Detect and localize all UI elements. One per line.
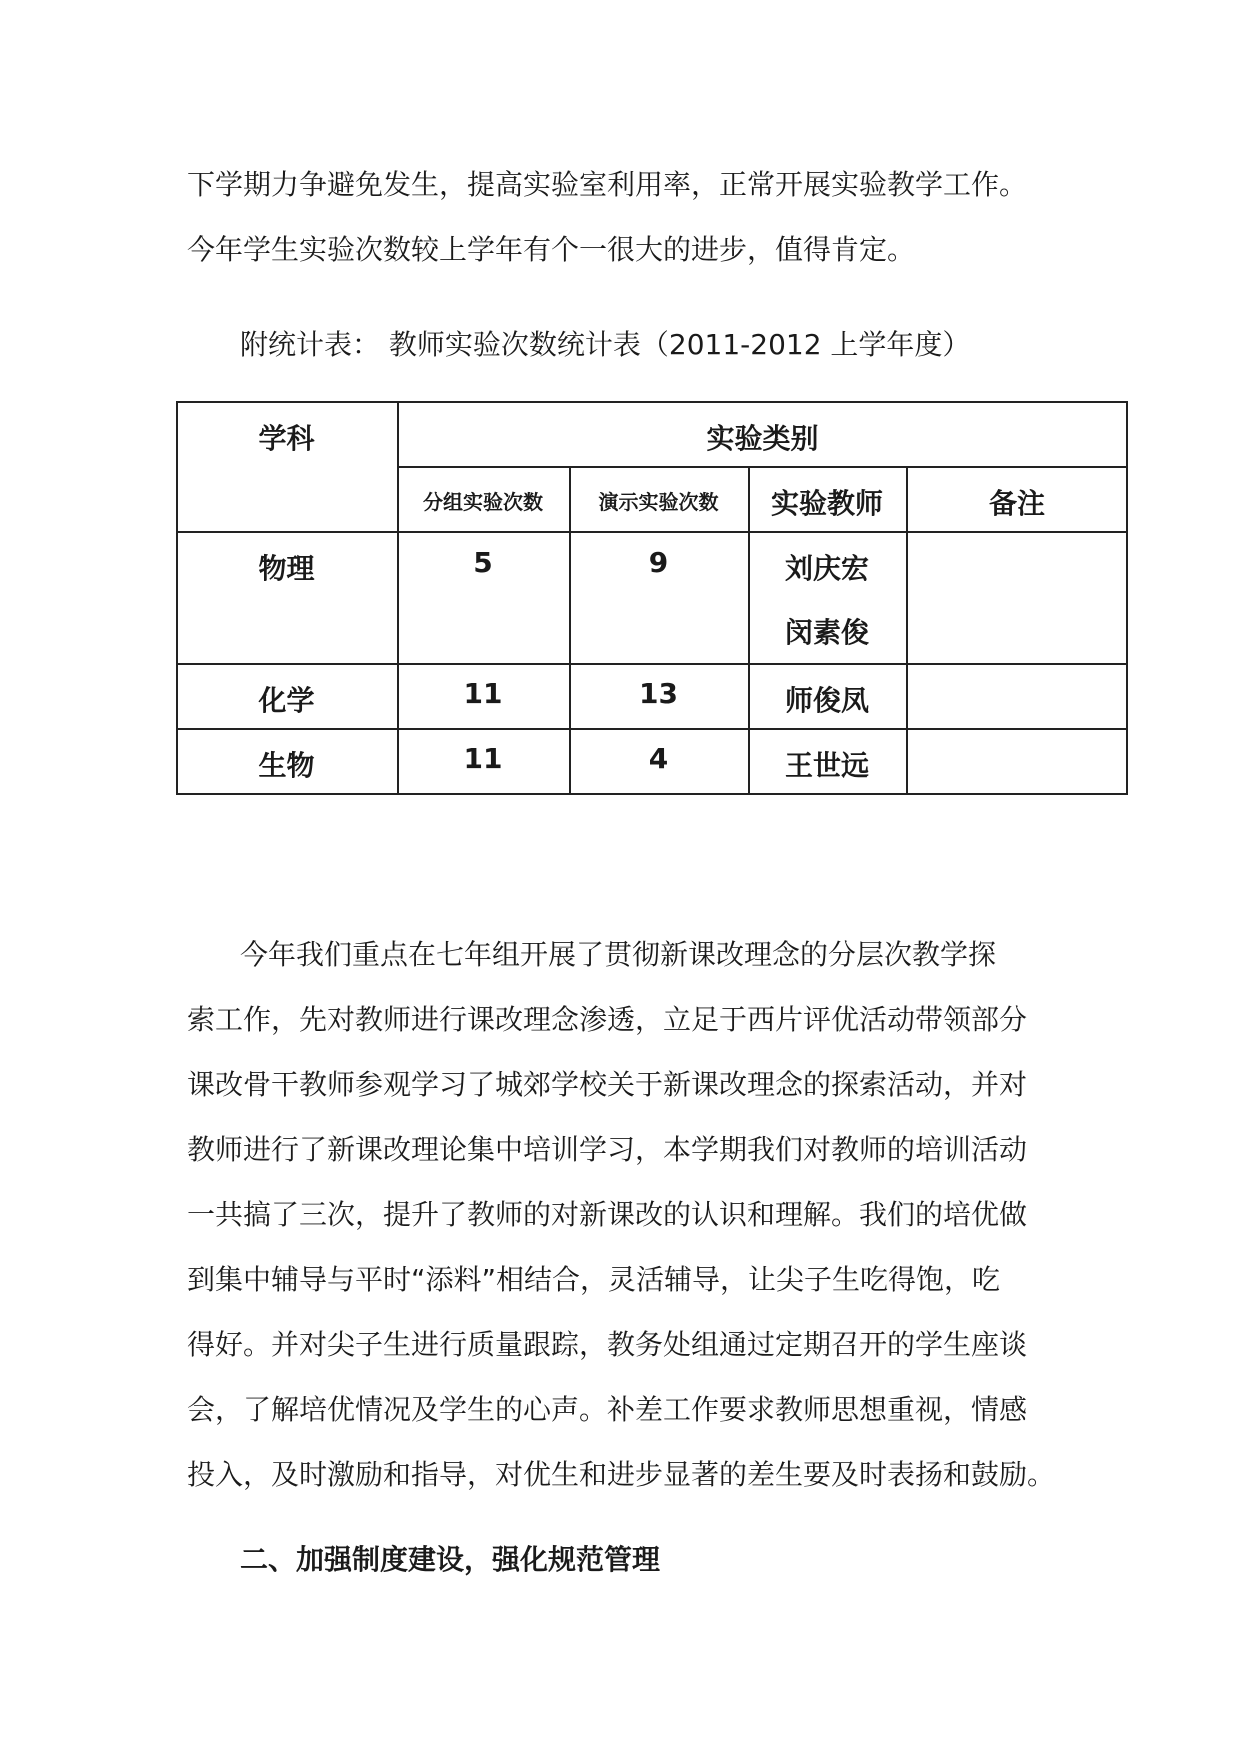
- table-row: [176, 531, 397, 663]
- subheader-note-cell: [906, 466, 1128, 531]
- row-teacher-cell: [748, 531, 906, 663]
- row-note-cell: [906, 728, 1128, 793]
- paragraph-line: 教师进行了新课改理论集中培训学习，本学期我们对教师的培训活动: [187, 1133, 1028, 1166]
- paragraph-line: 今年学生实验次数较上学年有个一很大的进步，值得肯定。: [187, 233, 916, 266]
- row-teacher: 王世远: [784, 749, 869, 782]
- row-subject: 生物: [258, 749, 315, 782]
- row-group-count: 11: [463, 677, 503, 710]
- header-subject: 学科: [258, 422, 315, 455]
- paragraph-line: 会，了解培优情况及学生的心声。补差工作要求教师思想重视，情感: [187, 1393, 1028, 1426]
- subheader-demo: 演示实验次数: [598, 490, 719, 514]
- table-border-bottom: [176, 793, 1128, 795]
- row-demo-count: 4: [648, 742, 669, 775]
- section-heading: 二、加强制度建设，强化规范管理: [240, 1543, 661, 1576]
- paragraph-line: 下学期力争避免发生，提高实验室利用率，正常开展实验教学工作。: [187, 168, 1028, 201]
- paragraph-line: 一共搞了三次，提升了教师的对新课改的认识和理解。我们的培优做: [187, 1198, 1028, 1231]
- row-demo-cell: [569, 728, 748, 793]
- row-teacher: 闵素俊: [784, 616, 869, 649]
- row-demo-count: 13: [639, 677, 678, 710]
- paragraph-line: 到集中辅导与平时“添料”相结合，灵活辅导，让尖子生吃得饱，吃: [187, 1263, 1001, 1296]
- header-subject-cell: [176, 401, 397, 531]
- header-category: 实验类别: [706, 422, 819, 455]
- header-category-cell: [397, 401, 1128, 466]
- subheader-teacher: 实验教师: [770, 487, 883, 520]
- table-caption: 附统计表： 教师实验次数统计表（2011-2012 上学年度）: [240, 328, 971, 361]
- row-teacher: 刘庆宏: [784, 552, 869, 585]
- subheader-group-cell: [397, 466, 569, 531]
- table-row: [176, 728, 397, 793]
- paragraph-line: 索工作，先对教师进行课改理念渗透，立足于西片评优活动带领部分: [187, 1003, 1028, 1036]
- subheader-demo-cell: [569, 466, 748, 531]
- paragraph-line: 投入，及时激励和指导，对优生和进步显著的差生要及时表扬和鼓励。: [187, 1458, 1056, 1491]
- row-teacher-cell: [748, 663, 906, 728]
- subheader-note: 备注: [988, 487, 1045, 520]
- row-group-count: 5: [473, 546, 493, 579]
- subheader-teacher-cell: [748, 466, 906, 531]
- row-note-cell: [906, 531, 1128, 663]
- subheader-group: 分组实验次数: [423, 490, 543, 514]
- table-row: [176, 663, 397, 728]
- row-group-cell: [397, 663, 569, 728]
- paragraph-line: 课改骨干教师参观学习了城郊学校关于新课改理念的探索活动，并对: [187, 1068, 1028, 1101]
- row-group-cell: [397, 531, 569, 663]
- row-group-cell: [397, 728, 569, 793]
- paragraph-line: 得好。并对尖子生进行质量跟踪，教务处组通过定期召开的学生座谈: [187, 1328, 1028, 1361]
- statistics-table: [176, 401, 1128, 795]
- row-demo-cell: [569, 663, 748, 728]
- paragraph-line: 今年我们重点在七年组开展了贯彻新课改理念的分层次教学探: [240, 938, 997, 971]
- row-subject: 物理: [258, 552, 315, 585]
- row-teacher: 师俊凤: [784, 684, 869, 717]
- row-group-count: 11: [463, 742, 503, 775]
- row-subject: 化学: [258, 684, 315, 717]
- row-demo-count: 9: [648, 546, 669, 579]
- row-note-cell: [906, 663, 1128, 728]
- row-demo-cell: [569, 531, 748, 663]
- row-teacher-cell: [748, 728, 906, 793]
